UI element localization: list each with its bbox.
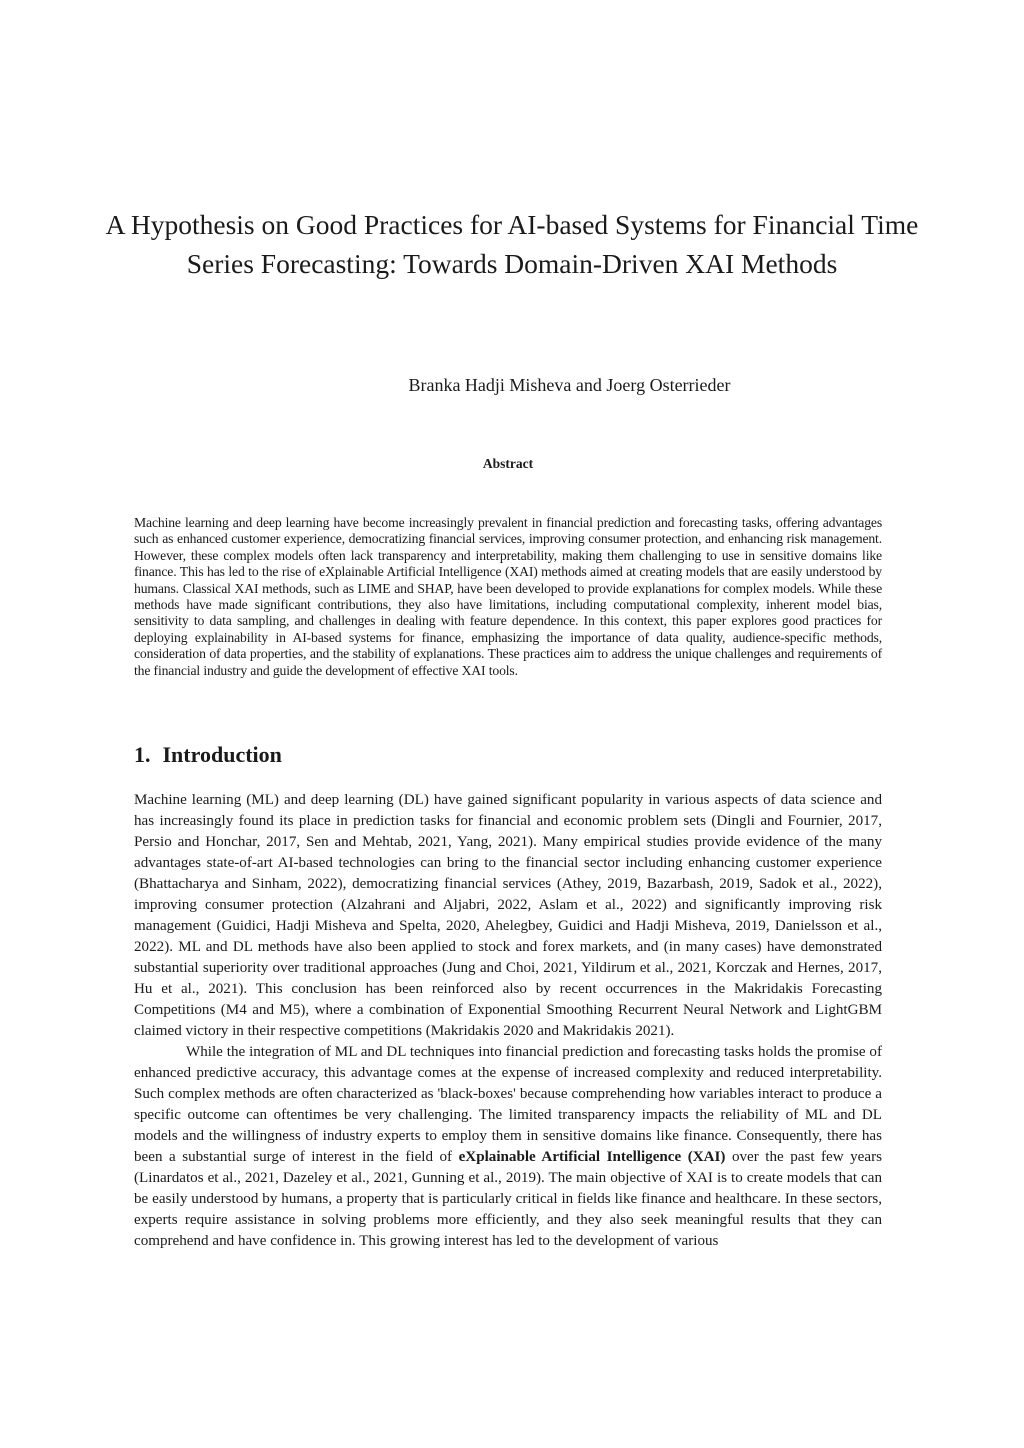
section-title: Introduction bbox=[162, 742, 282, 767]
abstract-heading: Abstract bbox=[482, 456, 534, 471]
paper-authors: Branka Hadji Misheva and Joerg Osterrieder bbox=[408, 375, 731, 395]
paragraph-2-text-a: While the integration of ML and DL techniques into financial prediction and forecasting tasks holds the promise of enhanced predictive accuracy, this advantage comes at the expense of increased complexity and reduced interpretability. Such complex methods are often characterized as 'black-boxes' because comprehending how variables interact to produce a specific outcome can oftentimes be very challenging. The limited transparency impacts the reliability of ML and DL models and the willingness of industry experts to employ them in sensitive domains like finance. Consequently, there has been a substantial surge of interest in the field of bbox=[134, 1044, 882, 1165]
section-heading-introduction bbox=[134, 741, 282, 769]
paper-title: A Hypothesis on Good Practices for AI-based Systems for Financial Time Series Forecasting: Towards Domain-Driven XAI Methods bbox=[105, 209, 919, 279]
section-number: 1. bbox=[134, 742, 151, 767]
paragraph-2-text-b: over the past few years (Linardatos et al., 2021, Dazeley et al., 2021, Gunning et al., 2019). The main objective of XAI is to create models that can be easily understood by humans, a property that is particularly critical in fields like finance and healthcare. In these sectors, experts require assistance in solving problems more efficiently, and they also seek meaningful results that they can comprehend and have confidence in. This growing interest has led to the development of various bbox=[134, 1149, 882, 1249]
xai-term: eXplainable Artificial Intelligence (XAI) bbox=[458, 1149, 726, 1165]
introduction-body bbox=[134, 790, 882, 1252]
abstract-text: Machine learning and deep learning have become increasingly prevalent in financial prediction and forecasting tasks, offering advantages such as enhanced customer experience, democratizing financial services, improving consumer protection, and enhancing risk management. However, these complex models often lack transparency and interpretability, making them challenging to use in sensitive domains like finance. This has led to the rise of eXplainable Artificial Intelligence (XAI) methods aimed at creating models that are easily understood by humans. Classical XAI methods, such as LIME and SHAP, have been developed to provide explanations for complex models. While these methods have made significant contributions, they also have limitations, including computational complexity, inherent model bias, sensitivity to data sampling, and challenges in dealing with feature dependence. In this context, this paper explores good practices for deploying explainability in AI-based systems for finance, emphasizing the importance of data quality, audience-specific methods, consideration of data properties, and the stability of explanations. These practices aim to address the unique challenges and requirements of the financial industry and guide the development of effective XAI tools. bbox=[134, 515, 882, 678]
introduction-paragraph-1: Machine learning (ML) and deep learning (DL) have gained significant popularity in various aspects of data science and has increasingly found its place in prediction tasks for financial and economic problem sets (Dingli and Fournier, 2017, Persio and Honchar, 2017, Sen and Mehtab, 2021, Yang, 2021). Many empirical studies provide evidence of the many advantages state-of-art AI-based technologies can bring to the financial sector including enhancing customer experience (Bhattacharya and Sinham, 2022), democratizing financial services (Athey, 2019, Bazarbash, 2019, Sadok et al., 2022), improving consumer protection (Alzahrani and Aljabri, 2022, Aslam et al., 2022) and significantly improving risk management (Guidici, Hadji Misheva and Spelta, 2020, Ahelegbey, Guidici and Hadji Misheva, 2019, Danielsson et al., 2022). ML and DL methods have also been applied to stock and forex markets, and (in many cases) have demonstrated substantial superiority over traditional approaches (Jung and Choi, 2021, Yildirum et al., 2021, Korczak and Hernes, 2017, Hu et al., 2021). This conclusion has been reinforced also by recent occurrences in the Makridakis Forecasting Competitions (M4 and M5), where a combination of Exponential Smoothing Recurrent Neural Network and LightGBM claimed victory in their respective competitions (Makridakis 2020 and Makridakis 2021). bbox=[134, 792, 882, 1039]
introduction-paragraph-2 bbox=[134, 1042, 882, 1252]
